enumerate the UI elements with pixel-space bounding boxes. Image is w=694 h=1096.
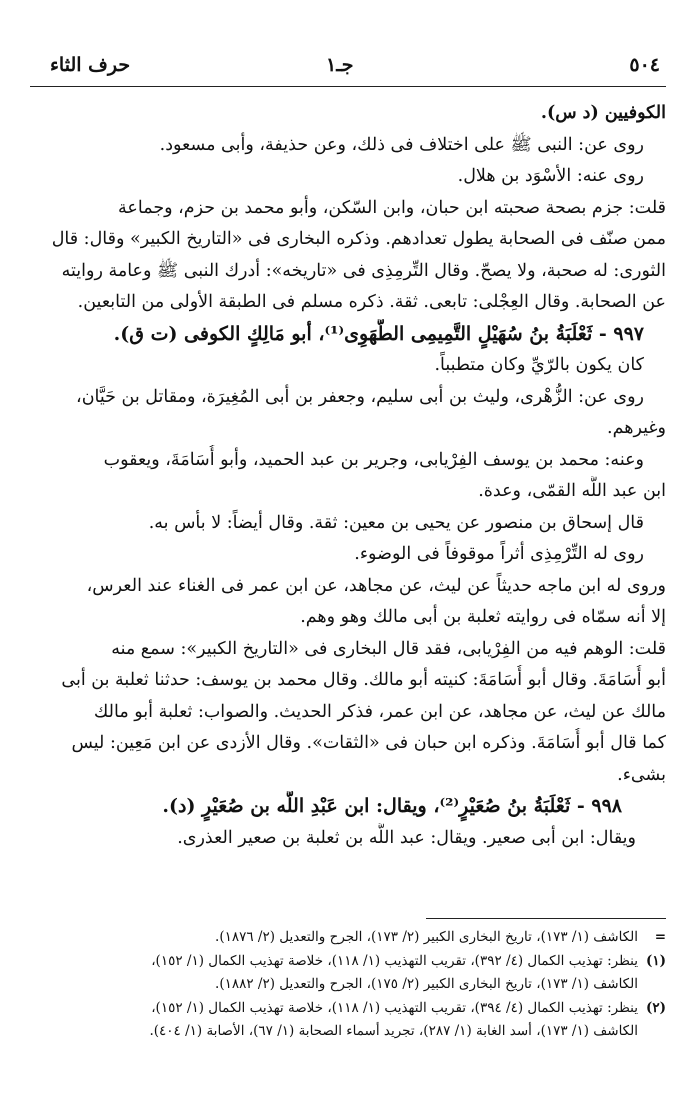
footnote-text: ينظر: تهذيب الكمال (٤/ ٣٩٤)، تقريب التهذيب (١/ ١١٨)، خلاصة تهذيب الكمال (١/ ١٥٢)، (151, 999, 638, 1016)
footnotes (30, 926, 666, 1044)
text-line: أبو أُسَامَةَ. وقال أبو أُسَامَةَ: كنيته أبو مالك. وقال محمد بن يوسف: حدثنا ثعلبة بن أبى (61, 670, 666, 690)
footnote-marker: (٢) (645, 999, 666, 1016)
page-number: ٥٠٤ (629, 54, 660, 76)
volume-label: جـ١ (326, 54, 354, 76)
text-line: كان يكون بالرّيِّ وكان متطبباً. (434, 355, 644, 375)
footnote-text: الكاشف (١/ ١٧٣)، أسد الغابة (١/ ٢٨٧)، تجريد أسماء الصحابة (١/ ٦٧)، الأصابة (١/ ٤٠٤). (149, 1023, 638, 1039)
text-line: ممن صنّف فى الصحابة يطول تعدادهم. وذكره البخارى فى «التاريخ الكبير» وقال: قال (51, 229, 666, 249)
chapter-title: حرف الثاء (50, 54, 131, 76)
header-rule (30, 86, 666, 87)
footnote-line (30, 1020, 666, 1044)
footnote-line (30, 926, 666, 950)
text-line: الكوفيين (د س). (540, 103, 666, 123)
text-line: ويقال: ابن أبى صعير. ويقال: عبد اللَّه بن ثعلبة بن صعير العذرى. (177, 827, 636, 848)
text-line: إلا أنه سمّاه فى روايته ثعلبة بن أبى مالك وهو وهم. (300, 607, 666, 627)
footnote-line (30, 997, 666, 1021)
text-line: الثورى: له صحبة، ولا يصحّ. وقال التِّرمِذِى فى «تاريخه»: أدرك النبى ﷺ وعامة روايته (61, 260, 666, 281)
text-line: روى عن: النبى ﷺ على اختلاف فى ذلك، وعن حذيفة، وأبى مسعود. (159, 134, 644, 155)
text-line: ابن عبد اللَّه القمّى، وعدة. (478, 481, 666, 501)
text-line: روى له التِّرْمِذِى أثراً موقوفاً فى الوضوء. (354, 544, 644, 564)
footnote-line (30, 973, 666, 997)
footnote-text: الكاشف (١/ ١٧٣)، تاريخ البخارى الكبير (٢/ ١٧٥)، الجرح والتعديل (٢/ ١٨٨٢). (215, 976, 638, 992)
text-line: كما قال أبو أُسَامَةَ. وذكره ابن حبان فى «الثقات». وقال الأزدى عن ابن مَعِين: ليس (71, 733, 666, 753)
text-line: روى عن: الزُّهْرى، وليث بن أبى سليم، وجعفر بن أبى المُغِيرَة، ومقاتل بن حَيَّان، (76, 386, 644, 407)
text-line: عن الصحابة. وقال العِجْلى: تابعى. ثقة. ذكره مسلم فى الطبقة الأولى من التابعين. (77, 292, 666, 312)
main-text (30, 98, 666, 854)
book-page (30, 0, 666, 1096)
text-line: قلت: الوهم فيه من الفِرْيابى، فقد قال البخارى فى «التاريخ الكبير»: سمع منه (111, 638, 666, 659)
footnote-marker: (١) (645, 952, 666, 969)
text-line: مالك عن ليث، عن مجاهد، عن ابن عمر، فذكر الحديث. والصواب: ثعلبة أبو مالك (93, 701, 666, 722)
text-line: وعنه: محمد بن يوسف الفِرْيابى، وجرير بن عبد الحميد، وأبو أُسَامَةَ، ويعقوب (103, 449, 644, 470)
running-header (30, 54, 666, 84)
entry-heading-998: ٩٩٨ - ثَعْلَبَةُ بنُ صُعَيْرٍ⁽²⁾، ويقال: ابن عَبْدِ اللَّه بن صُعَيْرٍ (د). (162, 795, 622, 817)
text-line: وغيرهم. (607, 418, 666, 438)
text-line: قال إسحاق بن منصور عن يحيى بن معين: ثقة. وقال أيضاً: لا بأس به. (148, 512, 644, 533)
text-line: وروى له ابن ماجه حديثاً عن ليث، عن مجاهد، عن ابن عمر فى الغناء عند العرس، (86, 575, 666, 596)
footnote-text: ينظر: تهذيب الكمال (٤/ ٣٩٢)، تقريب التهذيب (١/ ١١٨)، خلاصة تهذيب الكمال (١/ ١٥٢)، (151, 952, 638, 969)
footnote-rule (426, 918, 666, 919)
text-line: قلت: جزم بصحة صحبته ابن حبان، وابن السّكن، وأبو محمد بن حزم، وجماعة (118, 197, 666, 218)
footnote-text: الكاشف (١/ ١٧٣)، تاريخ البخارى الكبير (٢/ ١٧٣)، الجرح والتعديل (٢/ ١٨٧٦). (215, 929, 638, 945)
entry-heading-997: ٩٩٧ - ثَعْلَبَةُ بنُ سُهَيْلٍ التَّمِيمِى الطُّهَوِى⁽¹⁾، أبو مَالِكٍ الكوفى (ت ق). (113, 322, 644, 345)
text-line: بشىء. (617, 764, 666, 785)
footnote-marker: = (654, 929, 666, 945)
text-line: روى عنه: الأسْوَد بن هلال. (457, 166, 644, 186)
footnote-line (30, 950, 666, 974)
